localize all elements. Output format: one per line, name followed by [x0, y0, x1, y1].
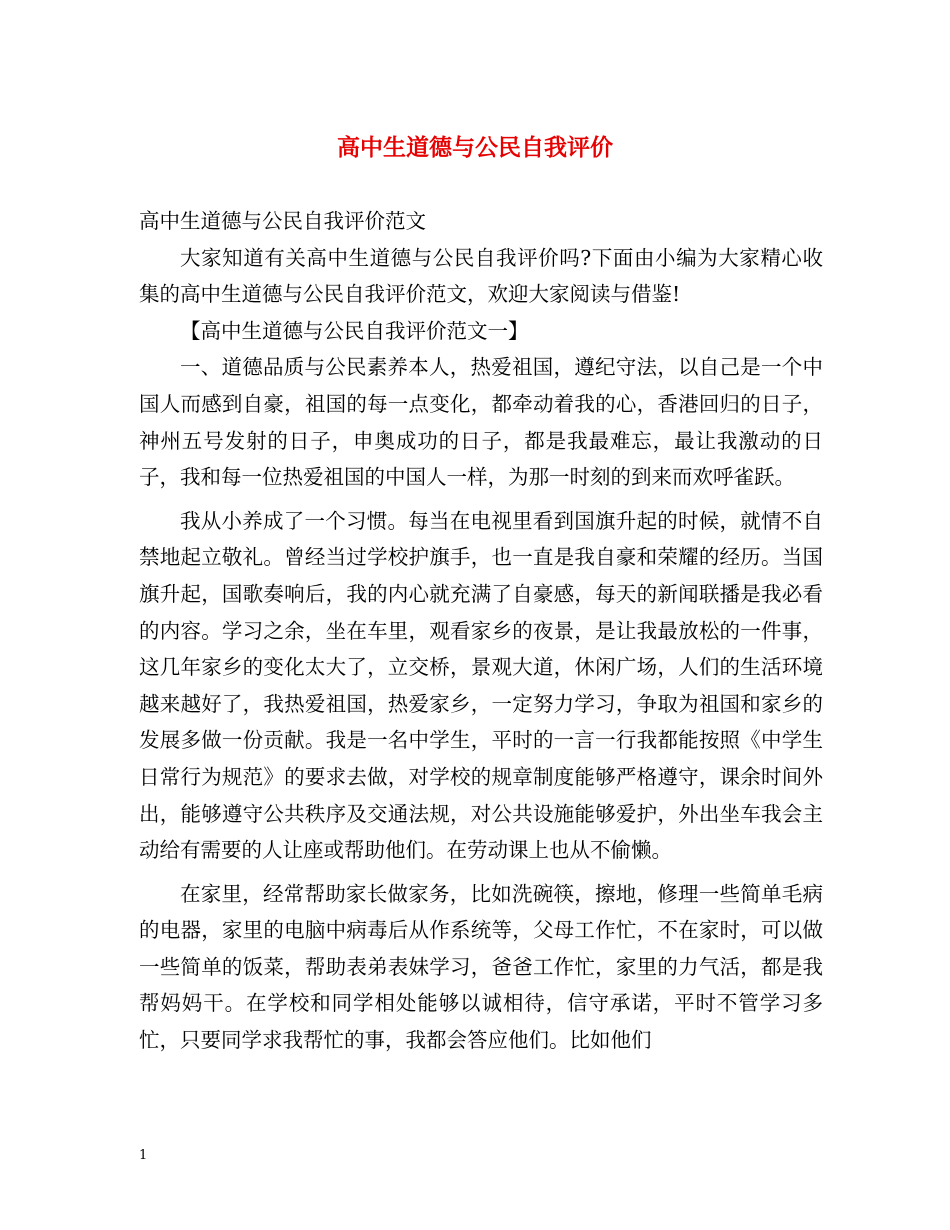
document-subtitle: 高中生道德与公民自我评价范文 [139, 209, 426, 233]
page-number: 1 [139, 1148, 148, 1163]
document-title: 高中生道德与公民自我评价 [337, 134, 613, 161]
section-heading: 【高中生道德与公民自我评价范文一】 [180, 318, 529, 343]
body-paragraph: 我从小养成了一个习惯。每当在电视里看到国旗升起的时候，就情不自禁地起立敬礼。曾经当过学校护旗手，也一直是我自豪和荣耀的经历。当国旗升起，国歌奏响后，我的内心就充满了自豪感，每天的新闻联播是我必看的内容。学习之余，坐在车里，观看家乡的夜景，是让我最放松的一件事，这几年家乡的变化太大了，立交桥，景观大道，休闲广场，人们的生活环境越来越好了，我热爱祖国，热爱家乡，一定努力学习，争取为祖国和家乡的发展多做一份贡献。我是一名中学生，平时的一言一行我都能按照《中学生日常行为规范》的要求去做，对学校的规章制度能够严格遵守，课余时间外出，能够遵守公共秩序及交通法规，对公共设施能够爱护，外出坐车我会主动给有需要的人让座或帮助他们。在劳动课上也从不偷懒。 [139, 508, 823, 863]
intro-paragraph: 大家知道有关高中生道德与公民自我评价吗?下面由小编为大家精心收集的高中生道德与公民自我评价范文，欢迎大家阅读与借鉴! [139, 245, 823, 307]
document-body [139, 203, 823, 1059]
body-paragraph: 一、道德品质与公民素养本人，热爱祖国，遵纪守法，以自己是一个中国人而感到自豪，祖国的每一点变化，都牵动着我的心，香港回归的日子，神州五号发射的日子，申奥成功的日子，都是我最难忘，最让我激动的日子，我和每一位热爱祖国的中国人一样，为那一时刻的到来而欢呼雀跃。 [139, 355, 823, 490]
body-paragraph: 在家里，经常帮助家长做家务，比如洗碗筷，擦地，修理一些简单毛病的电器，家里的电脑中病毒后从作系统等，父母工作忙，不在家时，可以做一些简单的饭菜，帮助表弟表妹学习，爸爸工作忙，家里的力气活，都是我帮妈妈干。在学校和同学相处能够以诚相待，信守承诺，平时不管学习多忙，只要同学求我帮忙的事，我都会答应他们。比如他们 [139, 881, 823, 1053]
